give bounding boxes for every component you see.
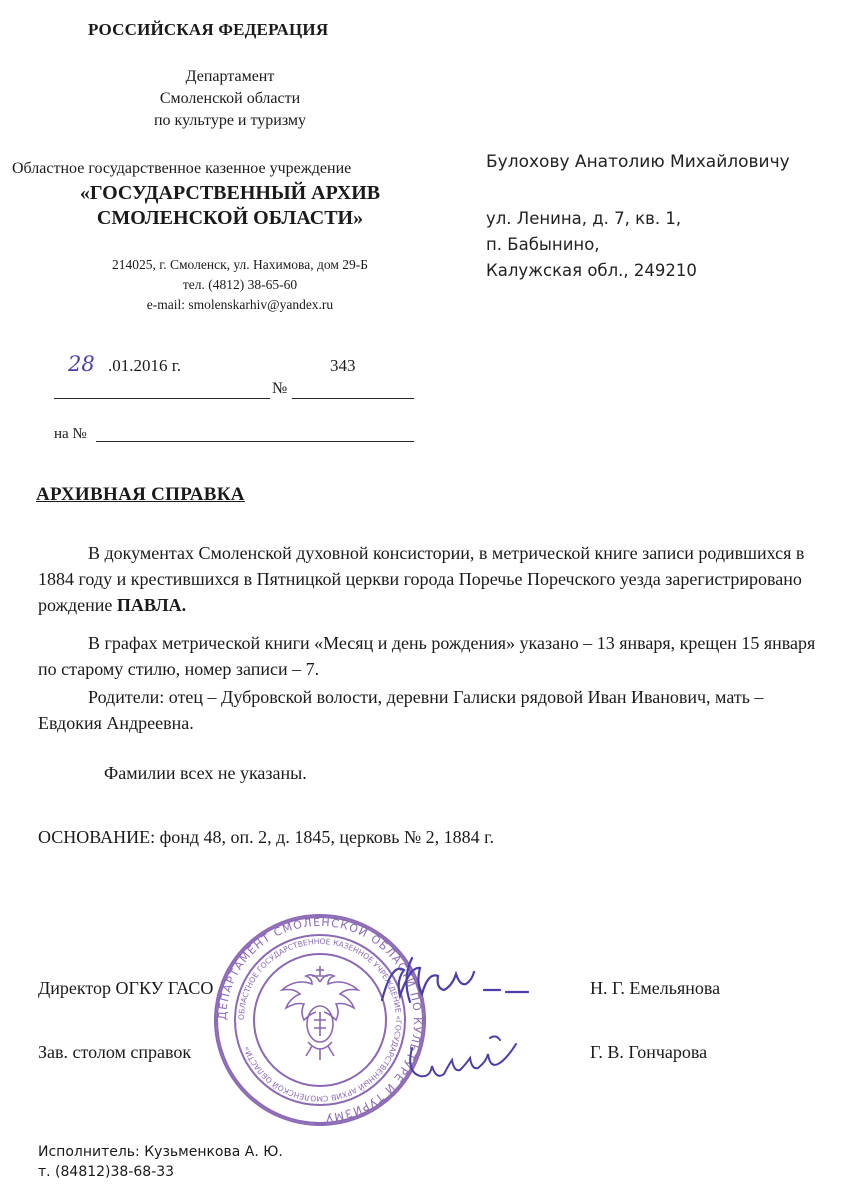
signatory-name-director: Н. Г. Емельянова [590, 978, 721, 998]
body-paragraph-2 [38, 630, 818, 682]
department-block [120, 66, 340, 132]
signatory-title-clerk: Зав. столом справок [38, 1042, 192, 1062]
document-title: АРХИВНАЯ СПРАВКА [36, 484, 245, 505]
recipient-address [486, 206, 697, 284]
institution-name-line: «ГОСУДАРСТВЕННЫЙ АРХИВ [79, 182, 381, 204]
stamp-outer-text: ДЕПАРТАМЕНТ СМОЛЕНСКОЙ ОБЛАСТИ ПО КУЛЬТУРЕ И ТУРИЗМУ [215, 915, 425, 1124]
clerk-signature [404, 1030, 534, 1086]
paragraph-1-text: В документах Смоленской духовной консистории, в метрической книге записи родившихся в 1884 году и крестившихся в Пятницкой церкви города Поречье Поречского уезда зарегистрировано рождение [38, 543, 805, 615]
institution-name-line: СМОЛЕНСКОЙ ОБЛАСТИ» [96, 207, 364, 229]
institution-address: 214025, г. Смоленск, ул. Нахимова, дом 29-Б [111, 257, 368, 272]
signatory-title-director: Директор ОГКУ ГАСО [38, 978, 214, 998]
institution-type: Областное государственное казенное учреждение [12, 160, 352, 177]
paragraph-2-text: В графах метрической книги «Месяц и день рождения» указано – 13 января, крещен 15 января по старому стилю, номер записи – 7. [38, 633, 816, 679]
institution-name [40, 181, 420, 231]
country-heading: РОССИЙСКАЯ ФЕДЕРАЦИЯ [88, 20, 329, 39]
paragraph-3-text: Родители: отец – Дубровской волости, деревни Галиски рядовой Иван Иванович, мать – Евдокия Андреевна. [38, 687, 764, 733]
body-paragraph-3 [38, 684, 818, 736]
reference-label: на № [54, 426, 87, 442]
director-signature [376, 950, 546, 1020]
recipient-address-line: ул. Ленина, д. 7, кв. 1, [486, 209, 682, 228]
institution-phone: тел. (4812) 38-65-60 [182, 277, 298, 292]
body-paragraph-4: Фамилии всех не указаны. [104, 763, 307, 783]
handwritten-date-day: 28 [68, 352, 95, 376]
executor-phone: т. (84812)38-68-33 [38, 1164, 175, 1180]
eagle-emblem-icon [282, 966, 358, 1060]
child-name: ПАВЛА. [116, 595, 187, 615]
registration-number: 343 [330, 356, 356, 375]
executor-name: Исполнитель: Кузьменкова А. Ю. [38, 1144, 283, 1160]
department-line: по культуре и туризму [153, 112, 307, 129]
body-paragraph-1 [38, 540, 818, 618]
number-underline [292, 398, 414, 399]
official-seal-stamp [212, 912, 428, 1128]
signatory-name-clerk: Г. В. Гончарова [590, 1042, 708, 1062]
department-line: Смоленской области [159, 90, 301, 107]
date-underline [54, 398, 270, 399]
basis-line: ОСНОВАНИЕ: фонд 48, оп. 2, д. 1845, церковь № 2, 1884 г. [38, 827, 495, 847]
recipient-address-line: п. Бабынино, [486, 235, 600, 254]
institution-contacts [40, 255, 440, 315]
date-month-year: .01.2016 г. [108, 356, 182, 375]
recipient-name: Булохову Анатолию Михайловичу [486, 152, 790, 172]
department-line: Департамент [185, 68, 275, 85]
reference-underline [96, 441, 414, 442]
number-sign: № [272, 380, 288, 397]
institution-email: e-mail: smolenskarhiv@yandex.ru [146, 297, 334, 312]
stamp-inner-text: ОБЛАСТНОЕ ГОСУДАРСТВЕННОЕ КАЗЕННОЕ УЧРЕЖДЕНИЕ «ГОСУДАРСТВЕННЫЙ АРХИВ СМОЛЕНСКОЙ ОБЛАСТИ» [236, 936, 404, 1104]
recipient-address-line: Калужская обл., 249210 [486, 261, 697, 280]
